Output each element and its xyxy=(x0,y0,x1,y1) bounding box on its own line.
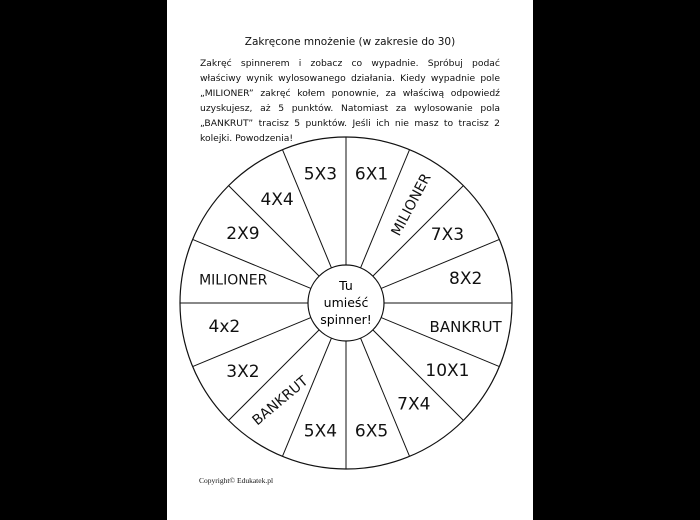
center-line-3: spinner! xyxy=(320,312,372,327)
wheel-segment-label: 6X1 xyxy=(354,164,389,185)
wheel-segment-label: 5X4 xyxy=(303,421,338,442)
wheel-segment-label: 7X3 xyxy=(430,225,465,246)
wheel-segment-label: 7X4 xyxy=(397,394,431,415)
spinner-wheel xyxy=(167,0,533,520)
worksheet-title: Zakręcone mnożenie (w zakresie do 30) xyxy=(244,36,456,48)
wheel-segment-label: BANKRUT xyxy=(249,373,312,429)
wheel-segment-label: 4X4 xyxy=(260,189,294,210)
wheel-segment-label: MILIONER xyxy=(388,171,435,239)
wheel-segment-label: 2X9 xyxy=(226,224,260,245)
wheel-segment-label: BANKRUT xyxy=(429,317,502,336)
instructions-text: Zakręć spinnerem i zobacz co wypadnie. Spróbuj podać właściwy wynik wylosowanego działania. Kiedy wypadnie pole „MILIONER” zakręć kołem ponownie, za właściwą odpowiedź uzyskujesz, aż 5 punktów. Natomiast za wylosowanie pola „BANKRUT” tracisz 5 punktów. Jeśli ich nie masz to tracisz 2 kolejki. Powodzenia! xyxy=(200,58,500,144)
copyright-text: Copyright© Edukatek.pl xyxy=(199,476,274,485)
worksheet-page xyxy=(167,0,533,520)
wheel-segment-label: 3X2 xyxy=(226,361,260,382)
wheel-segment-label: 8X2 xyxy=(449,269,483,290)
wheel-segment-label: 4x2 xyxy=(208,317,241,338)
wheel-segment-label: 5X3 xyxy=(303,164,338,185)
wheel-segment-label: MILIONER xyxy=(199,272,268,289)
center-line-2: umieść xyxy=(323,295,369,310)
wheel-segment-label: 10X1 xyxy=(425,360,470,381)
center-line-1: Tu xyxy=(339,278,353,293)
wheel-segment-label: 6X5 xyxy=(354,421,389,442)
